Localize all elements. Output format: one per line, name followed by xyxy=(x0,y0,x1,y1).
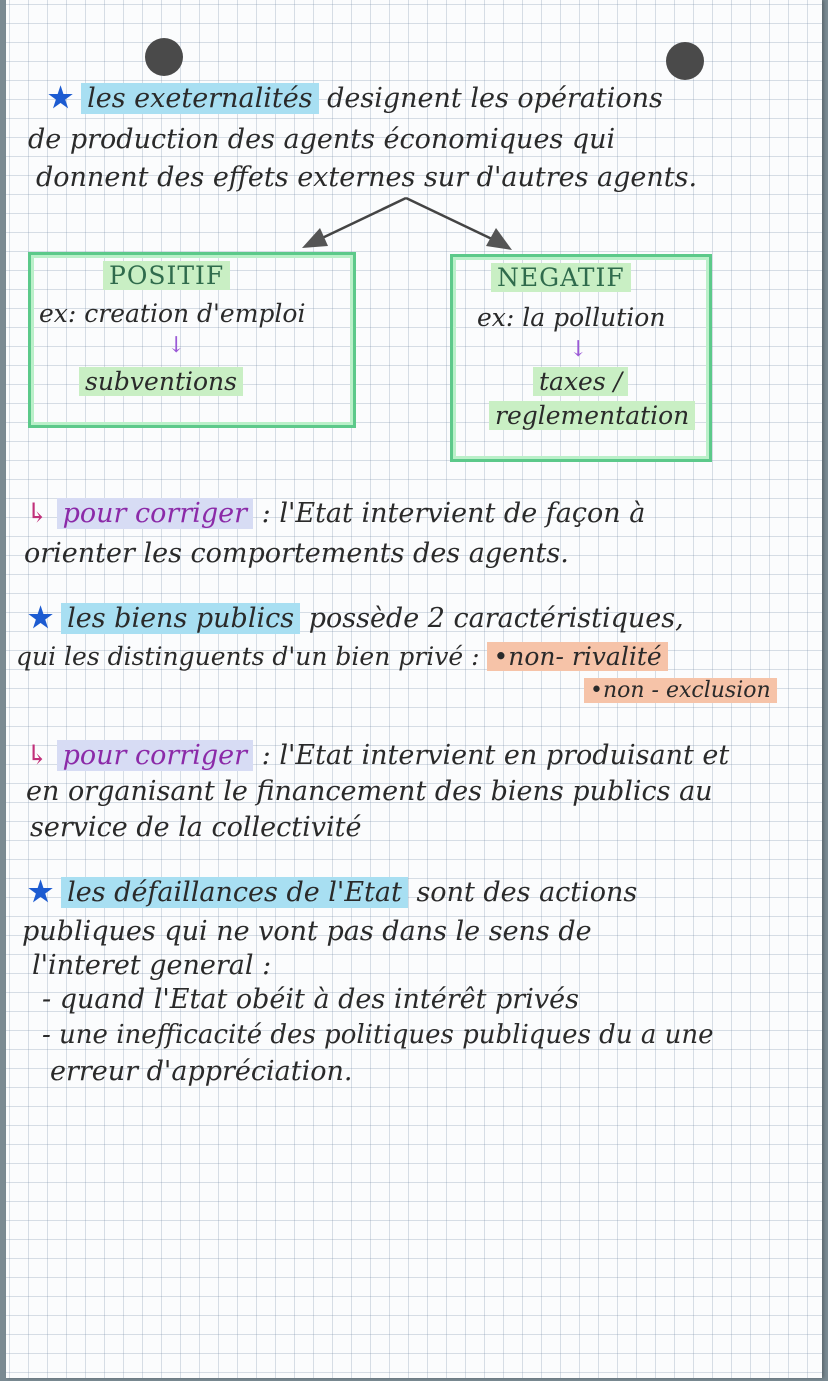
star-icon: ★ xyxy=(48,81,74,114)
correction2-line-2: en organisant le financement des biens publics au xyxy=(26,776,713,807)
correction1-line-1 xyxy=(26,500,645,527)
right-arrowhead-icon xyxy=(486,228,512,250)
correction2-line-1 xyxy=(26,742,729,769)
state-failures-term: les défaillances de l'Etat xyxy=(61,877,408,908)
correction2-label: pour corriger xyxy=(57,740,253,771)
state-failures-line-3: l'interet general : xyxy=(32,950,272,981)
branch-arrows xyxy=(6,0,822,270)
positive-example: ex: creation d'emploi xyxy=(39,299,306,328)
negative-result-2: reglementation xyxy=(489,403,695,428)
star-icon: ★ xyxy=(28,875,54,908)
left-branch-line xyxy=(318,198,406,240)
public-goods-term: les biens publics xyxy=(61,603,300,634)
down-arrow-icon: ↓ xyxy=(167,333,186,358)
turn-right-arrow-icon: ↳ xyxy=(26,740,49,771)
public-goods-line-1-rest: possède 2 caractéristiques, xyxy=(308,603,684,634)
negative-example: ex: la pollution xyxy=(477,303,666,332)
feature-non-exclusion: •non - exclusion xyxy=(584,678,777,703)
negative-box xyxy=(450,254,712,462)
grid-note-card xyxy=(6,0,822,1378)
correction2-line-1-rest: : l'Etat intervient en produisant et xyxy=(261,740,730,771)
negative-result-1: taxes / xyxy=(533,369,628,394)
star-icon: ★ xyxy=(28,601,54,634)
right-branch-line xyxy=(406,198,494,240)
state-failures-line-1-rest: sont des actions xyxy=(416,877,638,908)
down-arrow-icon: ↓ xyxy=(569,337,588,362)
correction1-line-2: orienter les comportements des agents. xyxy=(24,538,569,569)
state-failures-line-2: publiques qui ne vont pas dans le sens de xyxy=(22,916,592,947)
correction1-label: pour corriger xyxy=(57,498,253,529)
externalities-line-1-rest: designent les opérations xyxy=(327,83,663,114)
state-failures-bullet-3: erreur d'appréciation. xyxy=(50,1056,353,1087)
left-arrowhead-icon xyxy=(302,228,328,248)
positive-title: POSITIF xyxy=(103,263,230,288)
externalities-line-2: de production des agents économiques qui xyxy=(28,124,616,155)
state-failures-bullet-2: - une inefficacité des politiques publiques du a une xyxy=(42,1020,714,1050)
public-goods-line-3 xyxy=(584,680,777,702)
externalities-line-3: donnent des effets externes sur d'autres agents. xyxy=(36,162,698,193)
externalities-term: les exeternalités xyxy=(81,83,318,114)
correction1-line-1-rest: : l'Etat intervient de façon à xyxy=(261,498,646,529)
positive-box xyxy=(28,252,356,428)
correction2-line-3: service de la collectivité xyxy=(30,812,362,843)
state-failures-bullet-1: - quand l'Etat obéit à des intérêt privés xyxy=(42,984,579,1015)
negative-title: NEGATIF xyxy=(491,265,631,290)
turn-right-arrow-icon: ↳ xyxy=(26,498,49,529)
state-failures-line-1 xyxy=(28,875,638,908)
feature-non-rivalry: •non- rivalité xyxy=(487,642,667,671)
positive-result: subventions xyxy=(79,369,243,394)
public-goods-line-2: qui les distinguents d'un bien privé : •non- rivalité xyxy=(16,644,668,669)
public-goods-line-1 xyxy=(28,601,684,634)
